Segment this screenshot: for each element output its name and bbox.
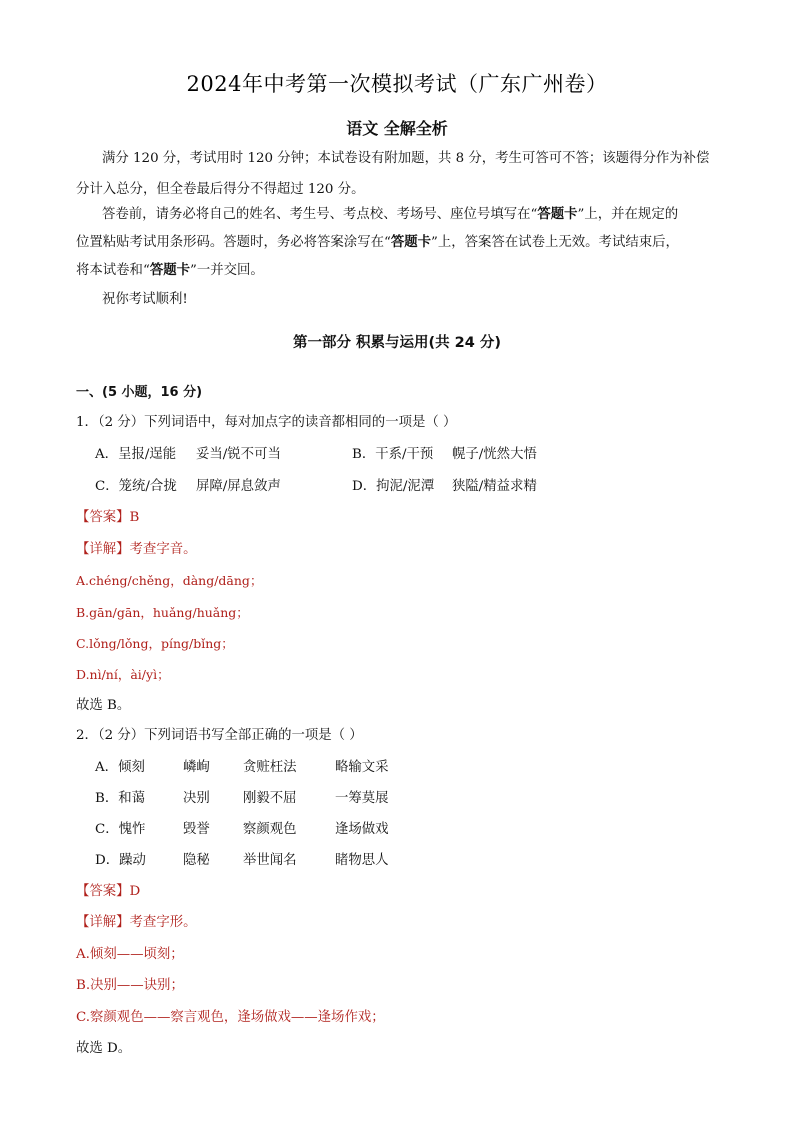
q2-option-c-word-2: 毁誉 — [183, 822, 210, 837]
q2-option-a-word-4: 略输文采 — [335, 760, 389, 775]
option-word: 呈报/逞能 — [118, 447, 177, 462]
document-subtitle: 语文 全解全析 — [346, 119, 448, 138]
q1-option-c-word-2: 屏障/屏息敛声 — [196, 479, 281, 494]
notes-text: 位置粘贴考试用条形码。答题时，务必将答案涂写在“ — [76, 235, 391, 250]
notes-line-2: 分计入总分，但全卷最后得分不得超过 120 分。 — [76, 182, 365, 197]
notes-line-5 — [76, 261, 722, 281]
option-word: 倾刻 — [118, 760, 145, 775]
q2-option-b-word-3: 刚毅不屈 — [243, 791, 297, 806]
notes-text: ”上，并在规定的 — [577, 207, 679, 222]
q2-explanation-a: A.倾刻——顷刻； — [76, 947, 184, 962]
q1-explanation-c: C.lǒng/lǒng，píng/bǐng； — [76, 636, 234, 651]
option-word: 拘泥/泥潭 — [376, 479, 435, 494]
q2-option-c-word-4: 逢场做戏 — [335, 822, 389, 837]
q1-option-d — [352, 477, 434, 497]
option-word: 笼统/合拢 — [118, 479, 177, 494]
option-letter: C． — [95, 479, 119, 494]
q2-option-b — [95, 789, 145, 809]
option-word: 和蔼 — [118, 791, 146, 806]
q2-option-c-word-3: 察颜观色 — [243, 822, 297, 837]
option-word: 躁动 — [119, 853, 146, 868]
q2-option-a-word-2: 嶙峋 — [183, 760, 210, 775]
part-heading: 第一部分 积累与运用(共 24 分) — [292, 335, 502, 351]
q2-detail: 【详解】考查字形。 — [76, 915, 197, 930]
q2-answer: 【答案】D — [76, 884, 141, 899]
notes-line-1: 满分 120 分，考试用时 120 分钟；本试卷设有附加题，共 8 分，考生可答可不答；该题得分作为补偿 — [102, 151, 710, 166]
q1-explanation-d: D.nì/ní，ài/yì； — [76, 667, 170, 682]
q1-option-b — [352, 445, 433, 465]
q1-option-c — [95, 477, 177, 497]
notes-text: 答卷前，请务必将自己的姓名、考生号、考点校、考场号、座位号填写在“ — [102, 207, 538, 222]
notes-text: ”一并交回。 — [189, 263, 264, 278]
q1-conclusion: 故选 B。 — [76, 698, 131, 713]
q2-option-d — [95, 851, 146, 871]
q2-option-c — [95, 820, 145, 840]
document-title: 2024年中考第一次模拟考试（广东广州卷） — [186, 72, 608, 96]
option-word: 愧怍 — [118, 822, 146, 837]
option-letter: D． — [95, 853, 120, 868]
option-letter: A． — [95, 760, 119, 775]
question-2-stem: 2．（2 分）下列词语书写全部正确的一项是（ ） — [76, 728, 363, 743]
section-heading: 一、(5 小题，16 分) — [76, 385, 203, 400]
q2-option-a-word-3: 贪赃枉法 — [243, 760, 297, 775]
question-1-stem: 1．（2 分）下列词语中，每对加点字的读音都相同的一项是（ ） — [76, 415, 457, 430]
notes-line-4 — [76, 233, 722, 253]
q2-option-d-word-2: 隐秘 — [183, 853, 210, 868]
q1-option-d-word-2: 狭隘/精益求精 — [452, 479, 537, 494]
option-letter: B． — [352, 447, 376, 462]
option-letter: C． — [95, 822, 119, 837]
notes-line-6: 祝你考试顺利! — [102, 292, 188, 307]
notes-text: 将本试卷和“ — [76, 263, 150, 278]
answer-card-emphasis: 答题卡 — [390, 235, 432, 250]
q2-option-a — [95, 758, 145, 778]
option-word: 干系/干预 — [375, 447, 434, 462]
answer-card-emphasis: 答题卡 — [149, 263, 190, 278]
option-letter: A． — [95, 447, 119, 462]
q2-option-d-word-3: 举世闻名 — [243, 853, 297, 868]
option-letter: D． — [352, 479, 377, 494]
q2-option-d-word-4: 睹物思人 — [335, 853, 389, 868]
q1-option-b-word-2: 幌子/恍然大悟 — [452, 447, 537, 462]
q2-explanation-c: C.察颜观色——察言观色，逢场做戏——逢场作戏； — [76, 1010, 385, 1025]
q1-answer: 【答案】B — [76, 510, 140, 525]
option-letter: B． — [95, 791, 119, 806]
answer-card-emphasis: 答题卡 — [537, 207, 578, 222]
q1-detail: 【详解】考查字音。 — [76, 542, 197, 557]
q1-option-a-word-2: 妥当/锐不可当 — [196, 447, 281, 462]
q2-explanation-b: B.决别——诀别； — [76, 978, 184, 993]
q1-option-a — [95, 445, 176, 465]
notes-line-3 — [76, 205, 722, 225]
q2-option-b-word-4: 一筹莫展 — [335, 791, 389, 806]
notes-text: ”上，答案答在试卷上无效。考试结束后， — [431, 235, 679, 250]
q1-explanation-a: A.chéng/chěng，dàng/dāng； — [76, 573, 263, 588]
q2-option-b-word-2: 决别 — [183, 791, 210, 806]
q2-conclusion: 故选 D。 — [76, 1041, 132, 1056]
q1-explanation-b: B.gān/gān，huǎng/huǎng； — [76, 605, 249, 620]
